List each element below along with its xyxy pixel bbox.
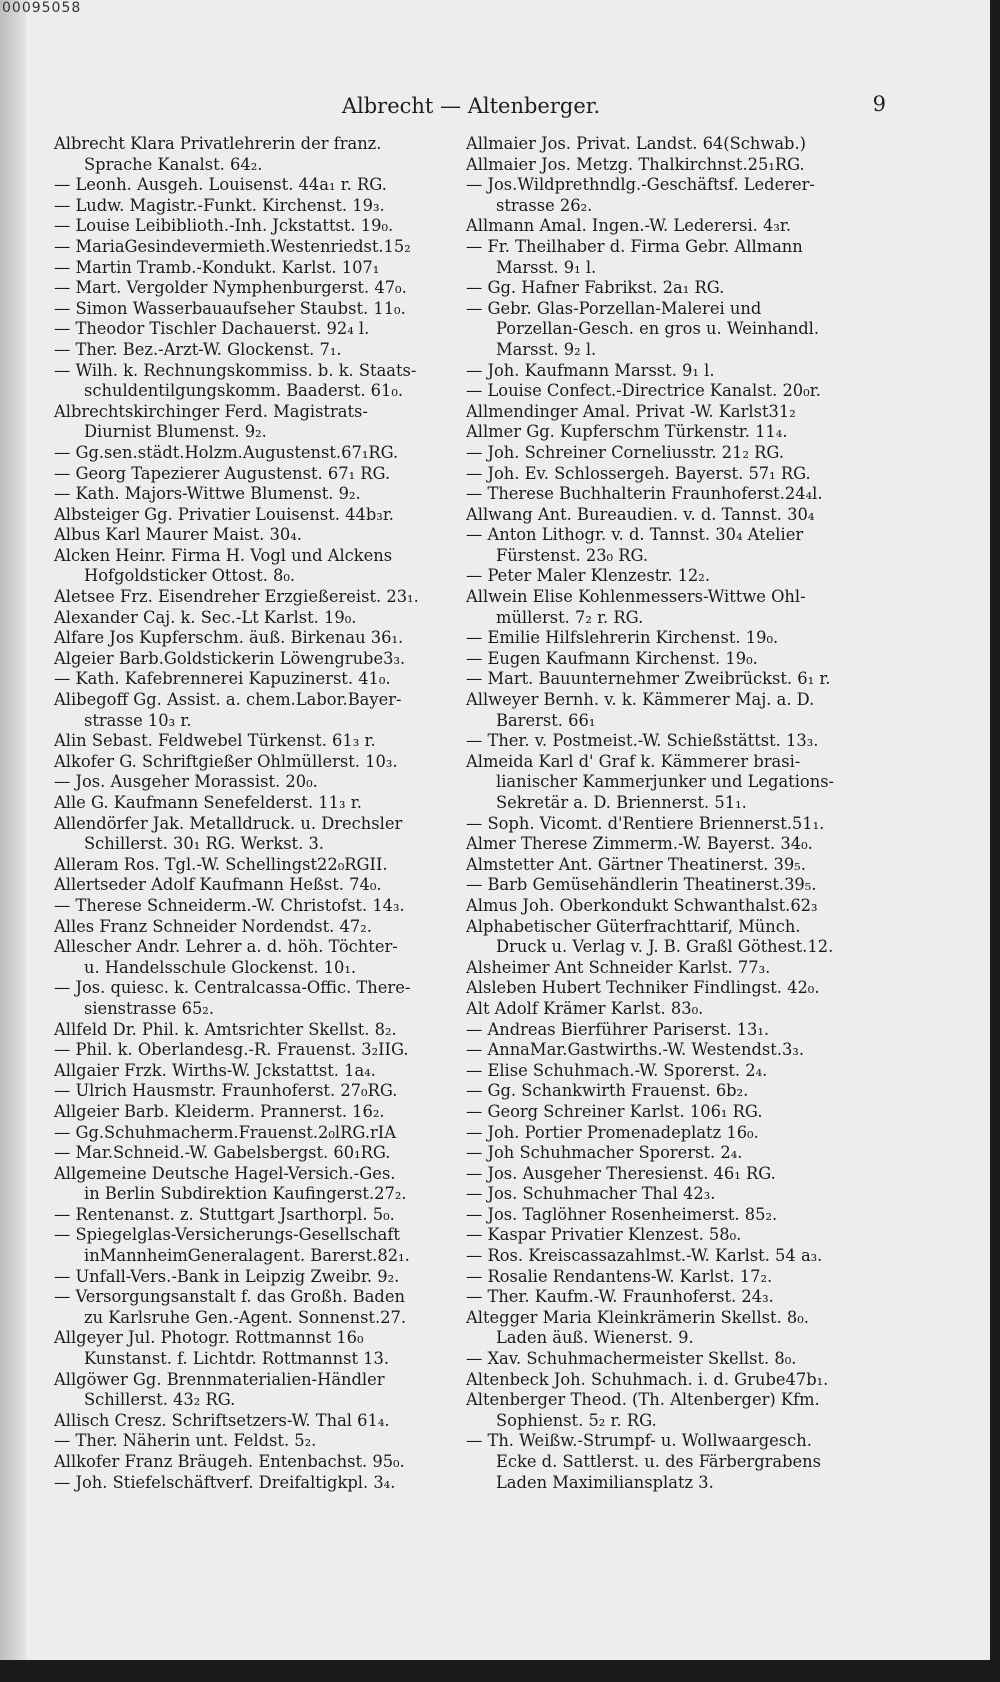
directory-entry-line: Allmer Gg. Kupferschm Türkenstr. 11₄. [466,422,788,442]
running-head: Albrecht — Altenberger. [341,94,601,118]
directory-entry-line: — Kath. Kafebrennerei Kapuzinerst. 41₀. [54,669,391,689]
directory-column-right [466,134,891,1493]
directory-entry-line: — Kath. Majors-Wittwe Blumenst. 9₂. [54,484,361,504]
directory-entry-line: Allendörfer Jak. Metalldruck. u. Drechsler [54,813,403,833]
directory-entry-line: — Xav. Schuhmachermeister Skellst. 8₀. [466,1349,797,1369]
directory-entry-line: — Joh. Schreiner Corneliusstr. 21₂ RG. [466,442,785,462]
directory-entry-line: — Gg.sen.städt.Holzm.Augustenst.67₁RG. [54,442,399,462]
directory-entry-line: Sprache Kanalst. 64₂. [84,154,263,174]
directory-entry-line: — Mart. Bauunternehmer Zweibrückst. 6₁ r. [466,669,831,689]
directory-entry-line: — Kaspar Privatier Klenzest. 58₀. [466,1225,742,1245]
directory-entry-line: Hofgoldsticker Ottost. 8₀. [84,566,296,586]
directory-entry-line: — Ludw. Magistr.-Funkt. Kirchenst. 19₃. [54,195,385,215]
directory-entry-line: — Mart. Vergolder Nymphenburgerst. 47₀. [54,278,407,298]
directory-entry-line: — Gg. Schankwirth Frauenst. 6b₂. [466,1081,749,1101]
directory-entry-line: Allmann Amal. Ingen.-W. Lederersi. 4₃r. [466,216,792,236]
directory-entry-line: — Georg Schreiner Karlst. 106₁ RG. [466,1101,763,1121]
directory-entry-line: Allescher Andr. Lehrer a. d. höh. Töchter- [54,937,398,957]
directory-entry-line: Allgeyer Jul. Photogr. Rottmannst 16₀ [54,1328,364,1348]
directory-entry-line: — Georg Tapezierer Augustenst. 67₁ RG. [54,463,391,483]
directory-entry-line: Allisch Cresz. Schriftsetzers-W. Thal 61₄. [54,1410,390,1430]
directory-entry-line: Aletsee Frz. Eisendreher Erzgießereist. 23₁. [54,587,419,607]
directory-entry-line: strasse 10₃ r. [84,710,192,730]
directory-entry-line: — Jos. Schuhmacher Thal 42₃. [466,1184,716,1204]
directory-entry-line: Allwein Elise Kohlenmessers-Wittwe Ohl- [466,587,806,607]
catalog-number: 00095058 [2,0,82,16]
directory-entry-line: — Ther. Näherin unt. Feldst. 5₂. [54,1431,317,1451]
directory-entry-line: Albsteiger Gg. Privatier Louisenst. 44b₃r. [54,504,394,524]
directory-entry-line: Allwang Ant. Bureaudien. v. d. Tannst. 30₄ [466,504,815,524]
directory-entry-line: Altegger Maria Kleinkrämerin Skellst. 8₀. [466,1307,809,1327]
directory-entry-line: — Leonh. Ausgeh. Louisenst. 44a₁ r. RG. [54,175,387,195]
directory-entry-line: — Jos.Wildprethndlg.-Geschäftsf. Lederer- [466,175,815,195]
directory-entry-line: — Martin Tramb.-Kondukt. Karlst. 107₁ [54,257,380,277]
directory-entry-line: Marsst. 9₂ l. [496,339,597,359]
directory-entry-line: — Barb Gemüsehändlerin Theatinerst.39₅. [466,875,817,895]
directory-entry-line: Druck u. Verlag v. J. B. Graßl Göthest.12. [496,937,834,957]
directory-entry-line: Ecke d. Sattlerst. u. des Färbergrabens [496,1452,822,1471]
directory-entry-line: — AnnaMar.Gastwirths.-W. Westendst.3₃. [466,1040,804,1060]
directory-entry-line: — Ros. Kreiscassazahlmst.-W. Karlst. 54 a₃. [466,1246,823,1266]
directory-entry-line: strasse 26₂. [496,195,593,215]
directory-entry-line: — Therese Schneiderm.-W. Christofst. 14₃. [54,895,405,915]
directory-entry-line: — Therese Buchhalterin Fraunhoferst.24₄l. [466,484,823,504]
directory-entry-line: Altenbeck Joh. Schuhmach. i. d. Grube47b₁. [466,1369,829,1389]
directory-entry-line: — Jos. Ausgeher Theresienst. 46₁ RG. [466,1163,776,1183]
directory-entry-line: in Berlin Subdirektion Kaufingerst.27₂. [84,1184,407,1204]
directory-entry-line: Almstetter Ant. Gärtner Theatinerst. 39₅. [466,854,806,874]
directory-entry-line: Marsst. 9₁ l. [496,257,597,277]
directory-entry-line: Alibegoff Gg. Assist. a. chem.Labor.Bayer- [54,690,402,710]
directory-entry-line: — Louise Leibiblioth.-Inh. Jckstattst. 19₀. [54,216,394,236]
directory-entry-line: Albus Karl Maurer Maist. 30₄. [54,525,302,545]
directory-entry-line: — Joh Schuhmacher Sporerst. 2₄. [466,1143,743,1163]
directory-entry-line: — Andreas Bierführer Pariserst. 13₁. [466,1019,770,1039]
directory-entry-line: — Gebr. Glas-Porzellan-Malerei und [466,298,762,318]
directory-entry-line: Alphabetischer Güterfrachttarif, Münch. [466,916,801,936]
directory-entry-line: — Mar.Schneid.-W. Gabelsbergst. 60₁RG. [54,1143,391,1163]
directory-entry-line: — Anton Lithogr. v. d. Tannst. 30₄ Atelier [466,525,804,545]
directory-entry-line: Porzellan-Gesch. en gros u. Weinhandl. [496,319,820,339]
directory-entry-line: — MariaGesindevermieth.Westenriedst.15₂ [54,236,411,256]
directory-entry-line: — Rentenanst. z. Stuttgart Jsarthorpl. 5₀. [54,1204,395,1224]
directory-entry-line: Alles Franz Schneider Nordendst. 47₂. [54,916,372,936]
directory-entry-line: — Unfall-Vers.-Bank in Leipzig Zweibr. 9₂. [54,1266,400,1286]
directory-entry-line: — Ther. v. Postmeist.-W. Schießstättst. 13₃. [466,731,819,751]
directory-entry-line: Allmaier Jos. Privat. Landst. 64(Schwab.) [466,134,806,153]
directory-entry-line: Algeier Barb.Goldstickerin Löwengrube3₃. [54,648,406,668]
directory-entry-line: — Jos. quiesc. k. Centralcassa-Offic. There- [54,978,411,998]
directory-entry-line: Barerst. 66₁ [496,710,596,730]
directory-entry-line: lianischer Kammerjunker und Legations- [496,772,835,792]
directory-entry-line: Alcken Heinr. Firma H. Vogl und Alckens [54,545,393,565]
directory-entry-line: — Elise Schuhmach.-W. Sporerst. 2₄. [466,1060,768,1080]
directory-column-left [54,134,469,1493]
directory-entry-line: Alexander Caj. k. Sec.-Lt Karlst. 19₀. [54,607,357,627]
directory-entry-line: Albrecht Klara Privatlehrerin der franz. [54,134,382,153]
directory-entry-line: Alleram Ros. Tgl.-W. Schellingst22₀RGII. [54,854,388,874]
directory-entry-line: Fürstenst. 23₀ RG. [496,545,649,565]
page-bottom-shadow [0,1660,1000,1682]
page-edge-shadow [990,0,1000,1682]
directory-entry-line: — Fr. Theilhaber d. Firma Gebr. Allmann [466,236,803,256]
directory-entry-line: — Peter Maler Klenzestr. 12₂. [466,566,710,586]
directory-entry-line: Albrechtskirchinger Ferd. Magistrats- [54,401,368,421]
directory-entry-line: Alfare Jos Kupferschm. äuß. Birkenau 36₁. [54,628,404,648]
directory-entry-line: — Joh. Stiefelschäftverf. Dreifaltigkpl. 3₄. [54,1472,396,1492]
directory-entry-line: Allgaier Frzk. Wirths-W. Jckstattst. 1a₄. [54,1060,376,1080]
directory-entry-line: Schillerst. 43₂ RG. [84,1390,236,1410]
directory-entry-line: Almeida Karl d' Graf k. Kämmerer brasi- [466,751,801,771]
directory-entry-line: Allgeier Barb. Kleiderm. Prannerst. 16₂. [54,1101,385,1121]
directory-entry-line: Allgemeine Deutsche Hagel-Versich.-Ges. [54,1163,396,1183]
directory-entry-line: schuldentilgungskomm. Baaderst. 61₀. [84,381,404,401]
directory-entry-line: Schillerst. 30₁ RG. Werkst. 3. [84,834,324,854]
directory-entry-line: Altenberger Theod. (Th. Altenberger) Kfm. [466,1390,820,1410]
directory-entry-line: u. Handelsschule Glockenst. 10₁. [84,957,357,977]
directory-entry-line: Allmendinger Amal. Privat -W. Karlst31₂ [466,401,796,421]
directory-entry-line: Alle G. Kaufmann Senefelderst. 11₃ r. [54,793,362,812]
directory-entry-line: — Phil. k. Oberlandesg.-R. Frauenst. 3₂IIG. [54,1040,409,1060]
directory-entry-line: — Emilie Hilfslehrerin Kirchenst. 19₀. [466,628,779,648]
page-number: 9 [872,92,886,116]
directory-entry-line: Allertseder Adolf Kaufmann Heßst. 74₀. [54,875,382,895]
directory-entry-line: — Joh. Kaufmann Marsst. 9₁ l. [466,360,715,380]
directory-entry-line: Diurnist Blumenst. 9₂. [84,422,267,442]
directory-entry-line: Almus Joh. Oberkondukt Schwanthalst.62₃ [466,895,818,915]
directory-entry-line: müllerst. 7₂ r. RG. [496,607,644,627]
directory-entry-line: — Ther. Kaufm.-W. Fraunhoferst. 24₃. [466,1287,774,1307]
directory-entry-line: Alt Adolf Krämer Karlst. 83₀. [466,998,704,1018]
directory-entry-line: — Gg.Schuhmacherm.Frauenst.2₀lRG.rIA [54,1122,396,1142]
directory-entry-line: — Spiegelglas-Versicherungs-Gesellschaft [54,1225,400,1245]
directory-entry-line: — Versorgungsanstalt f. das Großh. Baden [54,1287,405,1307]
directory-entry-line: Almer Therese Zimmerm.-W. Bayerst. 34₀. [466,834,813,854]
directory-entry-line: — Simon Wasserbauaufseher Staubst. 11₀. [54,298,406,318]
directory-entry-line: — Jos. Ausgeher Morassist. 20₀. [54,772,318,792]
directory-entry-line: zu Karlsruhe Gen.-Agent. Sonnenst.27. [84,1307,407,1327]
directory-entry-line: Alsheimer Ant Schneider Karlst. 77₃. [466,957,771,977]
directory-entry-line: — Joh. Ev. Schlossergeh. Bayerst. 57₁ RG. [466,463,811,483]
directory-entry-line: Alsleben Hubert Techniker Findlingst. 42₀. [466,978,820,998]
directory-entry-line: Alkofer G. Schriftgießer Ohlmüllerst. 10₃. [54,751,398,771]
directory-entry-line: Allmaier Jos. Metzg. Thalkirchnst.25₁RG. [466,154,805,174]
directory-entry-line: Laden äuß. Wienerst. 9. [496,1328,694,1348]
directory-entry-line: — Jos. Taglöhner Rosenheimerst. 85₂. [466,1204,778,1224]
directory-entry-line: Sophienst. 5₂ r. RG. [496,1410,657,1430]
directory-entry-line: — Th. Weißw.-Strumpf- u. Wollwaargesch. [466,1431,812,1451]
directory-entry-line: Alin Sebast. Feldwebel Türkenst. 61₃ r. [54,731,376,751]
directory-entry-line: Laden Maximiliansplatz 3. [496,1472,714,1492]
directory-entry-line: — Ulrich Hausmstr. Fraunhoferst. 27₀RG. [54,1081,398,1101]
directory-entry-line: — Rosalie Rendantens-W. Karlst. 17₂. [466,1266,773,1286]
directory-entry-line: Allkofer Franz Bräugeh. Entenbachst. 95₀. [54,1452,405,1471]
directory-entry-line: — Wilh. k. Rechnungskommiss. b. k. Staats- [54,360,417,380]
directory-entry-line: Sekretär a. D. Briennerst. 51₁. [496,793,747,812]
directory-entry-line: sienstrasse 65₂. [84,998,215,1018]
directory-entry-line: Allweyer Bernh. v. k. Kämmerer Maj. a. D. [466,690,815,710]
directory-entry-line: Allfeld Dr. Phil. k. Amtsrichter Skellst. 8₂. [54,1019,397,1039]
directory-entry-line: inMannheimGeneralagent. Barerst.82₁. [84,1246,410,1266]
page-header [56,94,886,124]
directory-entry-line: — Eugen Kaufmann Kirchenst. 19₀. [466,648,758,668]
directory-entry-line: — Soph. Vicomt. d'Rentiere Briennerst.51₁. [466,813,825,833]
directory-entry-line: — Louise Confect.-Directrice Kanalst. 20₀r. [466,381,821,401]
directory-entry-line: Allgöwer Gg. Brennmaterialien-Händler [54,1369,385,1389]
directory-entry-line: — Ther. Bez.-Arzt-W. Glockenst. 7₁. [54,339,342,359]
directory-entry-line: — Theodor Tischler Dachauerst. 92₄ l. [54,319,370,339]
page-gutter [0,0,26,1682]
directory-entry-line: Kunstanst. f. Lichtdr. Rottmannst 13. [84,1349,390,1369]
directory-entry-line: — Joh. Portier Promenadeplatz 16₀. [466,1122,759,1142]
directory-entry-line: — Gg. Hafner Fabrikst. 2a₁ RG. [466,278,725,298]
